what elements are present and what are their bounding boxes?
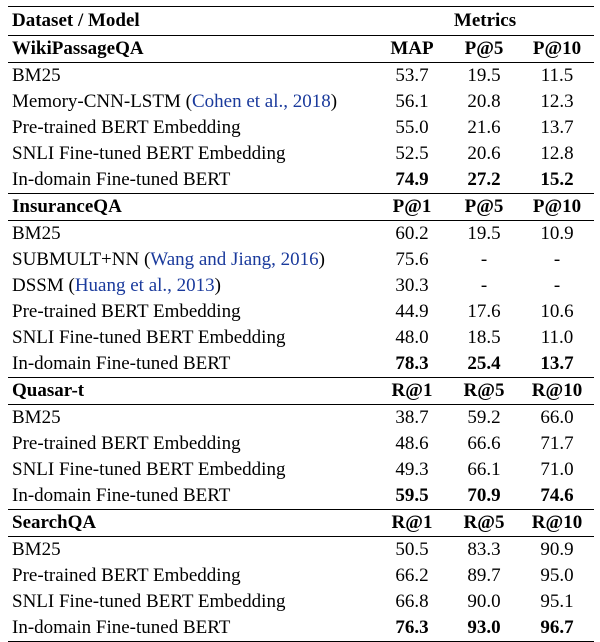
metric-value: 78.3 <box>395 353 429 374</box>
metric-value: 89.7 <box>467 565 501 586</box>
model-cell <box>8 221 376 248</box>
metric-value: 27.2 <box>467 169 501 190</box>
citation-open-paren: ( <box>68 275 75 296</box>
section-name: InsuranceQA <box>8 194 376 221</box>
metric-header: R@10 <box>520 510 594 537</box>
metric-value: 13.7 <box>540 353 574 374</box>
model-name: Pre-trained BERT Embedding <box>12 565 241 586</box>
metric-value: 59.2 <box>467 407 501 428</box>
model-cell <box>8 247 376 273</box>
section-header-row <box>8 510 594 537</box>
metric-value: 55.0 <box>395 117 429 138</box>
model-name: BM25 <box>12 65 61 86</box>
citation-link[interactable]: Cohen et al., 2018 <box>191 91 331 112</box>
metric-value: 71.0 <box>540 459 574 480</box>
metric-value: 19.5 <box>467 65 501 86</box>
section-name: WikiPassageQA <box>8 36 376 63</box>
table-row <box>8 431 594 457</box>
model-cell <box>8 563 376 589</box>
metric-value: 20.6 <box>467 143 501 164</box>
citation-link[interactable]: Wang and Jiang, 2016 <box>150 249 319 270</box>
metric-header: P@5 <box>448 194 520 221</box>
section-header-row <box>8 36 594 63</box>
metric-value: 18.5 <box>467 327 501 348</box>
model-cell <box>8 141 376 167</box>
table-row <box>8 589 594 615</box>
table-row <box>8 299 594 325</box>
table-row <box>8 457 594 483</box>
table-row <box>8 63 594 90</box>
model-name: In-domain Fine-tuned BERT <box>12 353 231 374</box>
model-name: SNLI Fine-tuned BERT Embedding <box>12 143 286 164</box>
metric-value: 96.7 <box>520 615 594 642</box>
metric-header: R@5 <box>448 510 520 537</box>
model-name: DSSM <box>12 275 64 296</box>
metric-value: 66.0 <box>540 407 574 428</box>
model-cell <box>8 351 376 378</box>
metric-value: 70.9 <box>467 485 501 506</box>
metric-header: R@5 <box>448 378 520 405</box>
metric-value: 12.3 <box>540 91 574 112</box>
metric-value: 66.6 <box>467 433 501 454</box>
model-cell <box>8 483 376 510</box>
model-name: SNLI Fine-tuned BERT Embedding <box>12 459 286 480</box>
model-name: Pre-trained BERT Embedding <box>12 117 241 138</box>
metric-value: 38.7 <box>395 407 429 428</box>
citation-link[interactable]: Huang et al., 2013 <box>74 275 215 296</box>
metric-header: MAP <box>376 36 448 63</box>
metric-value: 50.5 <box>395 539 429 560</box>
metric-value: 83.3 <box>467 539 501 560</box>
metric-value: 17.6 <box>467 301 501 322</box>
metric-value: 56.1 <box>395 91 429 112</box>
metric-value: 95.0 <box>540 565 574 586</box>
model-cell <box>8 89 376 115</box>
section-header-row <box>8 194 594 221</box>
table-header-row <box>8 7 594 36</box>
table-row <box>8 273 594 299</box>
metric-value: 30.3 <box>395 275 429 296</box>
metric-value: 49.3 <box>395 459 429 480</box>
metric-header: R@10 <box>520 378 594 405</box>
model-name: BM25 <box>12 223 61 244</box>
table-row <box>8 325 594 351</box>
metric-value: - <box>553 249 561 270</box>
table-row <box>8 483 594 510</box>
table-row <box>8 167 594 194</box>
metric-value: 76.3 <box>376 615 448 642</box>
metric-header: R@1 <box>376 378 448 405</box>
metric-value: 74.6 <box>540 485 574 506</box>
metric-value: - <box>553 275 561 296</box>
metric-value: 20.8 <box>467 91 501 112</box>
table-row <box>8 563 594 589</box>
table-row <box>8 247 594 273</box>
metric-value: 12.8 <box>540 143 574 164</box>
metric-value: 44.9 <box>395 301 429 322</box>
metric-value: - <box>480 249 488 270</box>
metric-value: 66.8 <box>395 591 429 612</box>
table-body <box>8 36 594 642</box>
table-row <box>8 615 594 642</box>
metric-value: 59.5 <box>395 485 429 506</box>
model-name: BM25 <box>12 407 61 428</box>
table-row <box>8 221 594 248</box>
model-cell <box>8 537 376 564</box>
metric-header: P@10 <box>520 194 594 221</box>
model-name: SUBMULT+NN <box>12 249 140 270</box>
metric-value: 90.0 <box>467 591 501 612</box>
model-name: In-domain Fine-tuned BERT <box>12 485 231 506</box>
model-cell <box>8 63 376 90</box>
metric-value: 93.0 <box>448 615 520 642</box>
metric-value: 10.9 <box>540 223 574 244</box>
metric-value: 25.4 <box>467 353 501 374</box>
metric-value: 21.6 <box>467 117 501 138</box>
model-name: SNLI Fine-tuned BERT Embedding <box>12 591 286 612</box>
metric-header: P@5 <box>448 36 520 63</box>
citation-close-paren: ) <box>214 275 221 296</box>
metric-value: 71.7 <box>540 433 574 454</box>
model-cell <box>8 167 376 194</box>
model-cell <box>8 431 376 457</box>
model-cell <box>8 273 376 299</box>
model-cell <box>8 325 376 351</box>
citation-close-paren: ) <box>330 91 338 112</box>
table-row <box>8 141 594 167</box>
section-name: SearchQA <box>8 510 376 537</box>
table-row <box>8 537 594 564</box>
metric-value: - <box>480 275 488 296</box>
table-row <box>8 89 594 115</box>
metric-value: 19.5 <box>467 223 501 244</box>
table-row <box>8 405 594 432</box>
metric-value: 74.9 <box>395 169 429 190</box>
metric-value: 48.0 <box>395 327 429 348</box>
metric-value: 11.5 <box>540 65 574 86</box>
model-cell <box>8 115 376 141</box>
section-header-row <box>8 378 594 405</box>
citation-open-paren: ( <box>185 91 192 112</box>
metric-value: 48.6 <box>395 433 429 454</box>
model-cell <box>8 405 376 432</box>
metric-value: 52.5 <box>395 143 429 164</box>
metric-value: 60.2 <box>395 223 429 244</box>
table-row <box>8 351 594 378</box>
metric-value: 15.2 <box>540 169 574 190</box>
model-cell <box>8 457 376 483</box>
model-cell <box>8 299 376 325</box>
metric-value: 66.2 <box>395 565 429 586</box>
citation-open-paren: ( <box>143 249 151 270</box>
metric-header: P@10 <box>520 36 594 63</box>
metric-value: 13.7 <box>540 117 574 138</box>
metric-value: 75.6 <box>395 249 429 270</box>
model-name: Pre-trained BERT Embedding <box>12 301 241 322</box>
metric-header: R@1 <box>376 510 448 537</box>
model-cell <box>8 589 376 615</box>
results-table <box>8 6 594 642</box>
model-cell <box>8 615 376 642</box>
model-name: In-domain Fine-tuned BERT <box>12 169 231 190</box>
metric-value: 10.6 <box>540 301 574 322</box>
model-name: BM25 <box>12 539 61 560</box>
metric-value: 90.9 <box>540 539 574 560</box>
metric-value: 95.1 <box>540 591 574 612</box>
metric-value: 66.1 <box>467 459 501 480</box>
model-name: In-domain Fine-tuned BERT <box>12 617 231 638</box>
section-name: Quasar-t <box>8 378 376 405</box>
metrics-header: Metrics <box>376 7 594 36</box>
metric-header: P@1 <box>376 194 448 221</box>
dataset-model-header: Dataset / Model <box>8 7 376 36</box>
citation-close-paren: ) <box>318 249 325 270</box>
metric-value: 53.7 <box>395 65 429 86</box>
model-name: Pre-trained BERT Embedding <box>12 433 241 454</box>
model-name: Memory-CNN-LSTM <box>12 91 181 112</box>
model-name: SNLI Fine-tuned BERT Embedding <box>12 327 286 348</box>
metric-value: 11.0 <box>540 327 574 348</box>
table-row <box>8 115 594 141</box>
